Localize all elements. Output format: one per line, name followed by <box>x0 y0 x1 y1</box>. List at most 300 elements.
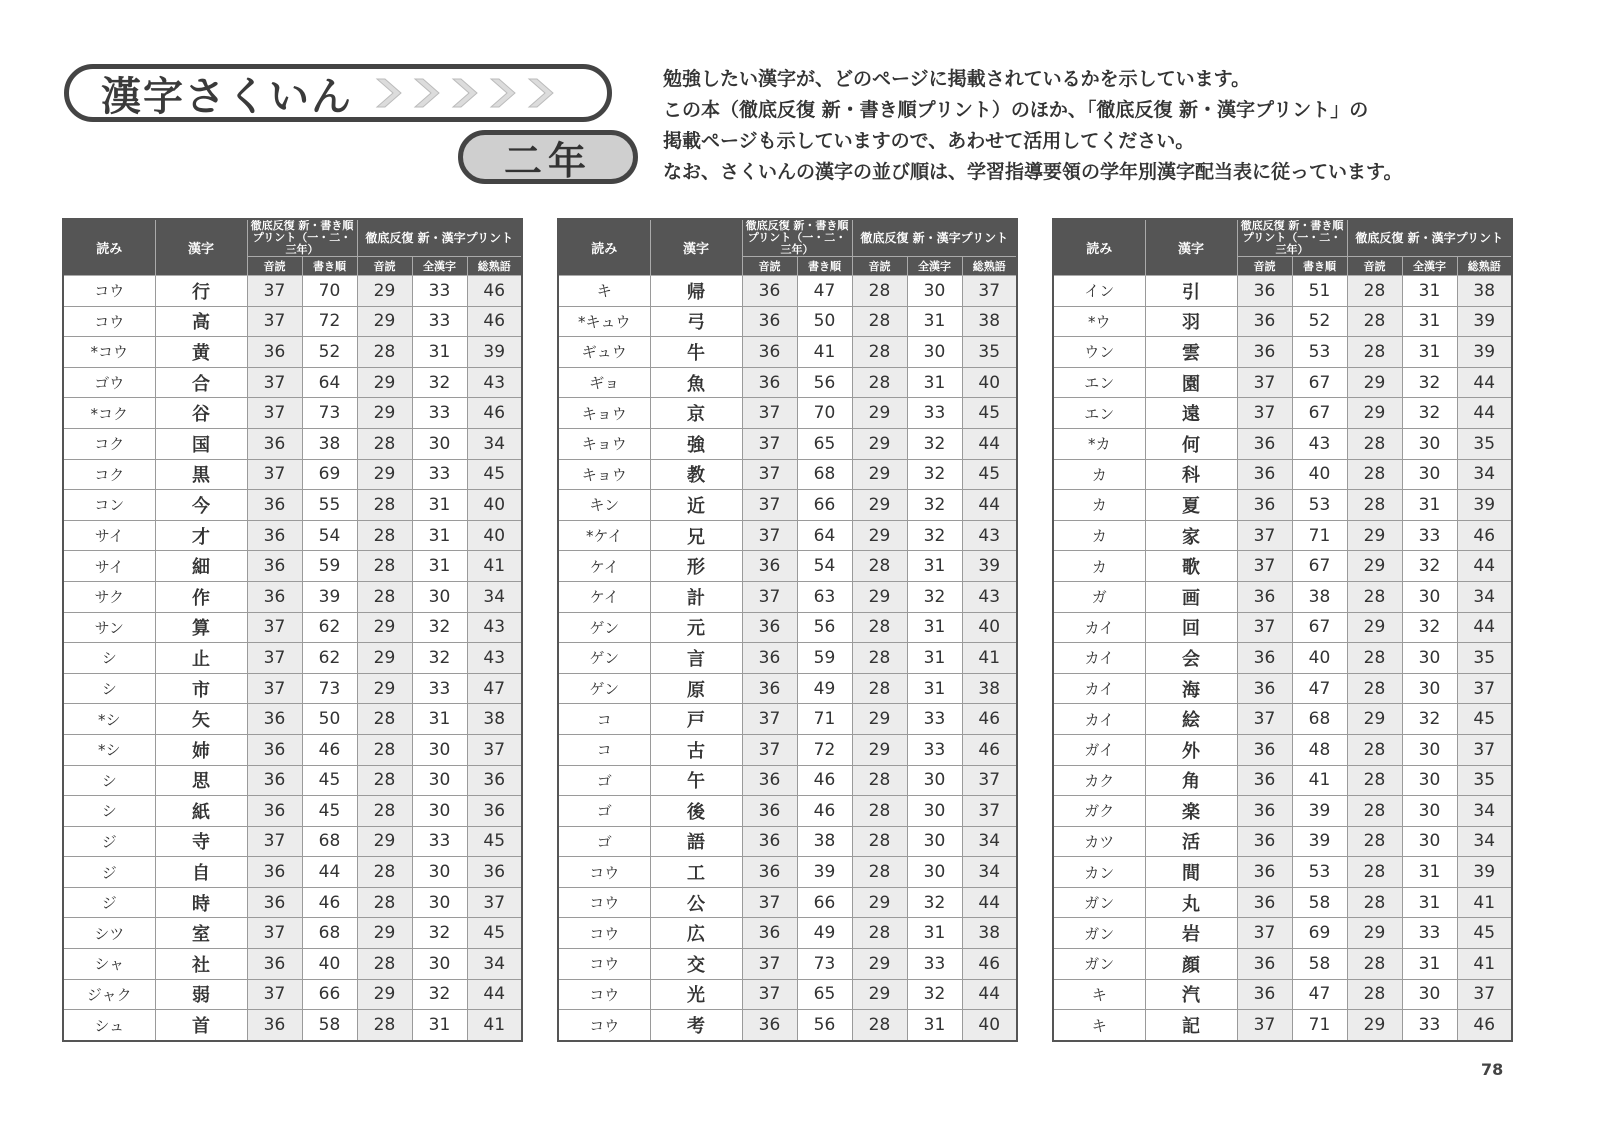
reading-cell: カツ <box>1053 826 1145 857</box>
reading-cell: サイ <box>63 551 155 582</box>
kanji-cell: 何 <box>1145 428 1237 459</box>
page-cell: 28 <box>357 734 412 765</box>
table-row <box>63 643 522 674</box>
kanji-cell: 後 <box>650 796 742 827</box>
page-cell: 28 <box>852 612 907 643</box>
grade-label: 二年 <box>503 138 592 183</box>
page-cell: 37 <box>742 734 797 765</box>
page-cell: 48 <box>1292 734 1347 765</box>
page-cell: 45 <box>467 918 522 949</box>
page-cell: 41 <box>1457 887 1512 918</box>
table-row <box>1053 796 1512 827</box>
kanji-cell: 止 <box>155 643 247 674</box>
page-cell: 38 <box>797 826 852 857</box>
page-cell: 29 <box>852 398 907 429</box>
page-cell: 71 <box>797 704 852 735</box>
reading-cell: コウ <box>558 887 650 918</box>
page-cell: 29 <box>357 612 412 643</box>
reading-cell: サク <box>63 581 155 612</box>
page-cell: 37 <box>1237 520 1292 551</box>
intro-line: 掲載ページも示していますので、あわせて活用してください。 <box>663 130 1195 152</box>
page-cell: 36 <box>1237 979 1292 1010</box>
table-row <box>558 887 1017 918</box>
page-cell: 37 <box>247 306 302 337</box>
page-cell: 36 <box>247 520 302 551</box>
page-cell: 31 <box>907 643 962 674</box>
kanji-cell: 市 <box>155 673 247 704</box>
index-table-1 <box>62 218 523 1042</box>
page-cell: 45 <box>962 459 1017 490</box>
reading-cell: ガク <box>1053 796 1145 827</box>
page-cell: 31 <box>907 367 962 398</box>
page-cell: 31 <box>1402 276 1457 307</box>
kanji-cell: 公 <box>650 887 742 918</box>
page-cell: 30 <box>1402 734 1457 765</box>
table-row <box>63 428 522 459</box>
page-cell: 28 <box>357 428 412 459</box>
kanji-cell: 羽 <box>1145 306 1237 337</box>
kanji-cell: 汽 <box>1145 979 1237 1010</box>
page-cell: 38 <box>1457 276 1512 307</box>
page-cell: 33 <box>412 306 467 337</box>
column-subheader: 音読 <box>852 257 907 276</box>
page-cell: 32 <box>1402 704 1457 735</box>
page-cell: 30 <box>1402 459 1457 490</box>
page-cell: 36 <box>247 581 302 612</box>
kanji-cell: 京 <box>650 398 742 429</box>
page-cell: 28 <box>357 490 412 521</box>
intro-line: なお、さくいんの漢字の並び順は、学習指導要領の学年別漢字配当表に従っています。 <box>663 161 1403 183</box>
table-row <box>1053 520 1512 551</box>
page-cell: 66 <box>302 979 357 1010</box>
column-subheader: 音読 <box>247 257 302 276</box>
page-cell: 30 <box>1402 979 1457 1010</box>
page-cell: 32 <box>412 918 467 949</box>
page-cell: 36 <box>247 887 302 918</box>
page-cell: 41 <box>797 337 852 368</box>
column-subheader: 総熟語 <box>962 257 1017 276</box>
page-cell: 40 <box>962 612 1017 643</box>
page-cell: 28 <box>1347 979 1402 1010</box>
page-cell: 43 <box>962 520 1017 551</box>
kanji-cell: 兄 <box>650 520 742 551</box>
page-cell: 36 <box>1237 276 1292 307</box>
page-cell: 28 <box>1347 826 1402 857</box>
page-cell: 34 <box>467 581 522 612</box>
page-cell: 29 <box>852 459 907 490</box>
page-cell: 28 <box>1347 734 1402 765</box>
reading-cell: *ウ <box>1053 306 1145 337</box>
kanji-cell: 遠 <box>1145 398 1237 429</box>
page-cell: 37 <box>1457 673 1512 704</box>
page-cell: 36 <box>247 704 302 735</box>
page-cell: 30 <box>1402 673 1457 704</box>
table-row <box>1053 428 1512 459</box>
column-subheader: 総熟語 <box>467 257 522 276</box>
reading-cell: シャ <box>63 949 155 980</box>
page-cell: 36 <box>1237 337 1292 368</box>
page-cell: 29 <box>852 428 907 459</box>
kanji-cell: 牛 <box>650 337 742 368</box>
page-cell: 37 <box>742 704 797 735</box>
reading-cell: カイ <box>1053 612 1145 643</box>
reading-cell: コウ <box>558 918 650 949</box>
page-cell: 28 <box>852 765 907 796</box>
kanji-cell: 社 <box>155 949 247 980</box>
page-cell: 37 <box>467 887 522 918</box>
page-cell: 46 <box>467 276 522 307</box>
page-cell: 36 <box>1237 581 1292 612</box>
table-row <box>1053 857 1512 888</box>
column-subheader: 全漢字 <box>907 257 962 276</box>
reading-cell: コウ <box>558 1010 650 1041</box>
kanji-cell: 外 <box>1145 734 1237 765</box>
page-cell: 28 <box>357 337 412 368</box>
reading-cell: ギュウ <box>558 337 650 368</box>
page-cell: 37 <box>1457 734 1512 765</box>
page-cell: 64 <box>302 367 357 398</box>
page-cell: 43 <box>467 367 522 398</box>
page-cell: 41 <box>467 1010 522 1041</box>
page-cell: 34 <box>1457 581 1512 612</box>
page-cell: 45 <box>302 765 357 796</box>
page-cell: 31 <box>1402 337 1457 368</box>
page-cell: 39 <box>962 551 1017 582</box>
page-cell: 33 <box>412 826 467 857</box>
page-cell: 29 <box>1347 551 1402 582</box>
page-cell: 29 <box>852 490 907 521</box>
page-cell: 33 <box>412 398 467 429</box>
page-cell: 36 <box>742 857 797 888</box>
page-cell: 28 <box>1347 949 1402 980</box>
kanji-cell: 工 <box>650 857 742 888</box>
reading-cell: エン <box>1053 367 1145 398</box>
page-cell: 39 <box>1292 826 1347 857</box>
page-cell: 28 <box>357 949 412 980</box>
page-cell: 33 <box>412 673 467 704</box>
table-row <box>558 918 1017 949</box>
column-subheader: 音読 <box>357 257 412 276</box>
page-cell: 31 <box>412 551 467 582</box>
kanji-cell: 黒 <box>155 459 247 490</box>
page-cell: 32 <box>907 520 962 551</box>
page-cell: 67 <box>1292 367 1347 398</box>
table-row <box>558 1010 1017 1041</box>
page-cell: 37 <box>742 581 797 612</box>
column-group-header: 徹底反復 新・書き順プリント（一・二・三年） <box>247 219 357 257</box>
page-cell: 36 <box>247 949 302 980</box>
page-cell: 44 <box>467 979 522 1010</box>
page-cell: 32 <box>907 581 962 612</box>
table-row <box>558 673 1017 704</box>
page-cell: 46 <box>797 765 852 796</box>
intro-line: この本（徹底反復 新・書き順プリント）のほか、「徹底反復 新・漢字プリント」の <box>663 99 1369 121</box>
kanji-cell: 近 <box>650 490 742 521</box>
page-cell: 50 <box>302 704 357 735</box>
page-cell: 29 <box>1347 612 1402 643</box>
page-cell: 46 <box>962 949 1017 980</box>
reading-cell: ジャク <box>63 979 155 1010</box>
table-row <box>63 459 522 490</box>
page-cell: 36 <box>1237 428 1292 459</box>
kanji-cell: 帰 <box>650 276 742 307</box>
page-cell: 29 <box>852 734 907 765</box>
page-cell: 36 <box>247 337 302 368</box>
page-cell: 37 <box>962 796 1017 827</box>
kanji-cell: 画 <box>1145 581 1237 612</box>
page-cell: 45 <box>467 826 522 857</box>
kanji-cell: 角 <box>1145 765 1237 796</box>
kanji-cell: 活 <box>1145 826 1237 857</box>
page-cell: 30 <box>907 276 962 307</box>
page-cell: 37 <box>742 459 797 490</box>
page-cell: 73 <box>797 949 852 980</box>
page-cell: 28 <box>357 887 412 918</box>
kanji-cell: 首 <box>155 1010 247 1041</box>
page-cell: 37 <box>247 979 302 1010</box>
table-row <box>63 337 522 368</box>
page-cell: 36 <box>1237 490 1292 521</box>
page-cell: 32 <box>412 979 467 1010</box>
page-cell: 49 <box>797 918 852 949</box>
reading-cell: キ <box>1053 979 1145 1010</box>
page-cell: 71 <box>1292 1010 1347 1041</box>
page-cell: 28 <box>1347 796 1402 827</box>
column-header-kanji: 漢字 <box>155 219 247 276</box>
page-cell: 37 <box>742 520 797 551</box>
page-cell: 28 <box>852 826 907 857</box>
kanji-cell: 交 <box>650 949 742 980</box>
table-row <box>63 490 522 521</box>
kanji-cell: 間 <box>1145 857 1237 888</box>
table-row <box>1053 949 1512 980</box>
page-cell: 29 <box>852 949 907 980</box>
page-cell: 36 <box>742 276 797 307</box>
reading-cell: コウ <box>558 949 650 980</box>
page-cell: 37 <box>1237 918 1292 949</box>
page-cell: 37 <box>1457 979 1512 1010</box>
column-header-kanji: 漢字 <box>1145 219 1237 276</box>
page-cell: 32 <box>907 979 962 1010</box>
reading-cell: エン <box>1053 398 1145 429</box>
page-cell: 68 <box>797 459 852 490</box>
page-cell: 56 <box>797 1010 852 1041</box>
page-cell: 31 <box>1402 857 1457 888</box>
page-cell: 29 <box>852 979 907 1010</box>
page-cell: 36 <box>247 796 302 827</box>
kanji-cell: 寺 <box>155 826 247 857</box>
table-row <box>1053 979 1512 1010</box>
kanji-cell: 園 <box>1145 367 1237 398</box>
page-cell: 36 <box>1237 643 1292 674</box>
page-cell: 28 <box>852 306 907 337</box>
page-cell: 52 <box>1292 306 1347 337</box>
page-cell: 36 <box>467 796 522 827</box>
table-row <box>558 796 1017 827</box>
page-cell: 36 <box>1237 765 1292 796</box>
table-row <box>63 581 522 612</box>
chevron-right-icon <box>487 76 517 110</box>
kanji-cell: 家 <box>1145 520 1237 551</box>
page-cell: 67 <box>1292 551 1347 582</box>
reading-cell: カ <box>1053 520 1145 551</box>
kanji-cell: 古 <box>650 734 742 765</box>
page-cell: 68 <box>302 826 357 857</box>
page-cell: 36 <box>742 612 797 643</box>
page-cell: 44 <box>1457 367 1512 398</box>
table-row <box>1053 734 1512 765</box>
kanji-cell: 計 <box>650 581 742 612</box>
table-row <box>558 551 1017 582</box>
page-cell: 37 <box>247 643 302 674</box>
page-cell: 32 <box>412 367 467 398</box>
page-cell: 54 <box>302 520 357 551</box>
page-cell: 31 <box>1402 306 1457 337</box>
page-cell: 30 <box>907 337 962 368</box>
page-cell: 36 <box>742 765 797 796</box>
page-cell: 28 <box>852 337 907 368</box>
page-cell: 41 <box>962 643 1017 674</box>
page-cell: 28 <box>1347 490 1402 521</box>
table-row <box>63 276 522 307</box>
page-cell: 36 <box>1237 796 1292 827</box>
table-row <box>558 979 1017 1010</box>
page-cell: 33 <box>907 398 962 429</box>
column-subheader: 全漢字 <box>1402 257 1457 276</box>
page-cell: 59 <box>797 643 852 674</box>
reading-cell: ケイ <box>558 551 650 582</box>
page-cell: 28 <box>357 796 412 827</box>
column-subheader: 総熟語 <box>1457 257 1512 276</box>
page-cell: 36 <box>1237 306 1292 337</box>
page-cell: 28 <box>1347 673 1402 704</box>
page-cell: 28 <box>1347 643 1402 674</box>
table-row <box>63 918 522 949</box>
reading-cell: ケイ <box>558 581 650 612</box>
page-cell: 43 <box>467 643 522 674</box>
table-row <box>1053 704 1512 735</box>
table-row <box>558 306 1017 337</box>
page-cell: 32 <box>1402 551 1457 582</box>
grade-badge <box>458 130 638 184</box>
table-row <box>63 704 522 735</box>
page-cell: 37 <box>247 918 302 949</box>
page-cell: 32 <box>907 490 962 521</box>
kanji-cell: 言 <box>650 643 742 674</box>
column-group-header: 徹底反復 新・漢字プリント <box>357 219 522 257</box>
table-row <box>558 765 1017 796</box>
page-cell: 28 <box>852 918 907 949</box>
reading-cell: ゴ <box>558 826 650 857</box>
page-cell: 33 <box>1402 1010 1457 1041</box>
page-cell: 36 <box>467 765 522 796</box>
reading-cell: コ <box>558 704 650 735</box>
page-cell: 28 <box>1347 459 1402 490</box>
page-title: 漢字さくいん <box>101 73 353 120</box>
chevron-right-icon <box>449 76 479 110</box>
kanji-cell: 雲 <box>1145 337 1237 368</box>
page-cell: 37 <box>742 887 797 918</box>
table-row <box>558 857 1017 888</box>
table-row <box>558 826 1017 857</box>
page-cell: 36 <box>1237 734 1292 765</box>
page-cell: 34 <box>1457 826 1512 857</box>
page-cell: 45 <box>1457 918 1512 949</box>
reading-cell: コウ <box>558 979 650 1010</box>
page-cell: 28 <box>852 857 907 888</box>
page-cell: 56 <box>797 612 852 643</box>
page-cell: 37 <box>1237 612 1292 643</box>
reading-cell: ゴ <box>558 796 650 827</box>
page-cell: 33 <box>907 734 962 765</box>
page-cell: 29 <box>357 306 412 337</box>
kanji-cell: 教 <box>650 459 742 490</box>
page-cell: 44 <box>962 490 1017 521</box>
page-cell: 41 <box>1457 949 1512 980</box>
reading-cell: コク <box>63 459 155 490</box>
kanji-cell: 歌 <box>1145 551 1237 582</box>
page-cell: 31 <box>907 612 962 643</box>
reading-cell: ギョ <box>558 367 650 398</box>
reading-cell: ゴ <box>558 765 650 796</box>
page-cell: 39 <box>1457 306 1512 337</box>
page-cell: 71 <box>1292 520 1347 551</box>
page-cell: 39 <box>1457 490 1512 521</box>
kanji-cell: 作 <box>155 581 247 612</box>
page-cell: 28 <box>852 551 907 582</box>
table-row <box>63 979 522 1010</box>
page-cell: 31 <box>1402 490 1457 521</box>
column-subheader: 音読 <box>1347 257 1402 276</box>
page-cell: 68 <box>1292 704 1347 735</box>
page-cell: 40 <box>467 520 522 551</box>
page-cell: 30 <box>412 428 467 459</box>
page-cell: 33 <box>1402 918 1457 949</box>
page-cell: 47 <box>1292 979 1347 1010</box>
page-cell: 46 <box>962 704 1017 735</box>
page-cell: 31 <box>907 918 962 949</box>
kanji-cell: 形 <box>650 551 742 582</box>
column-subheader: 書き順 <box>797 257 852 276</box>
page-cell: 39 <box>467 337 522 368</box>
page-cell: 29 <box>357 367 412 398</box>
page-cell: 36 <box>247 490 302 521</box>
table-row <box>558 520 1017 551</box>
page-cell: 55 <box>302 490 357 521</box>
page-cell: 37 <box>247 459 302 490</box>
kanji-cell: 科 <box>1145 459 1237 490</box>
column-group-header: 徹底反復 新・書き順プリント（一・二・三年） <box>742 219 852 257</box>
page-cell: 32 <box>907 428 962 459</box>
page-cell: 53 <box>1292 857 1347 888</box>
kanji-cell: 矢 <box>155 704 247 735</box>
table-row <box>1053 643 1512 674</box>
page-cell: 36 <box>247 765 302 796</box>
page-cell: 44 <box>1457 612 1512 643</box>
kanji-cell: 楽 <box>1145 796 1237 827</box>
reading-cell: イン <box>1053 276 1145 307</box>
page-cell: 28 <box>357 765 412 796</box>
page-cell: 30 <box>1402 428 1457 459</box>
page-cell: 36 <box>742 643 797 674</box>
table-row <box>558 612 1017 643</box>
page-cell: 49 <box>797 673 852 704</box>
page-cell: 30 <box>907 826 962 857</box>
page-cell: 36 <box>247 857 302 888</box>
page-cell: 30 <box>1402 643 1457 674</box>
page-cell: 32 <box>412 612 467 643</box>
table-row <box>63 367 522 398</box>
